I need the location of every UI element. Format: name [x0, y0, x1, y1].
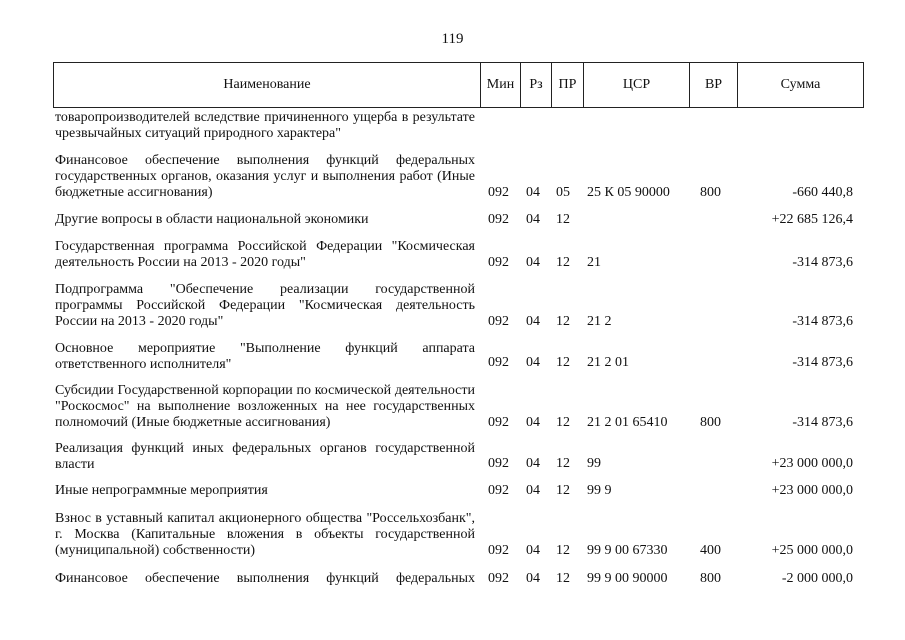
page-number: 119 — [441, 31, 464, 47]
row-min: 092 — [488, 571, 509, 586]
row-min: 092 — [488, 314, 509, 329]
row-pr: 12 — [556, 255, 570, 270]
row-sum: +23 000 000,0 — [771, 456, 853, 471]
row-rz: 04 — [526, 543, 540, 558]
row-min: 092 — [488, 355, 509, 370]
row-name: Иные непрограммные мероприятия — [55, 483, 268, 498]
row-csr: 99 9 00 90000 — [587, 571, 668, 586]
header-name: Наименование — [54, 63, 481, 107]
header-min: Мин — [481, 63, 521, 107]
row-sum: -660 440,8 — [792, 185, 853, 200]
header-pr: ПР — [552, 63, 584, 107]
header-csr: ЦСР — [584, 63, 690, 107]
row-min: 092 — [488, 255, 509, 270]
row-sum: +23 000 000,0 — [771, 483, 853, 498]
row-name: Государственная программа Российской Федерации "Космическая деятельность России на 2013 - 2020 годы" — [55, 239, 475, 270]
row-name: Другие вопросы в области национальной экономики — [55, 212, 369, 227]
row-sum: -314 873,6 — [792, 255, 853, 270]
header-vr: ВР — [690, 63, 738, 107]
table-header — [53, 62, 864, 108]
row-name: Субсидии Государственной корпорации по космической деятельности "Роскосмос" на выполнение возложенных на нее государственных полномочий (Иные бюджетные ассигнования) — [55, 383, 475, 430]
row-min: 092 — [488, 483, 509, 498]
row-min: 092 — [488, 415, 509, 430]
row-pr: 12 — [556, 212, 570, 227]
row-sum: -314 873,6 — [792, 415, 853, 430]
row-sum: -314 873,6 — [792, 355, 853, 370]
row-vr: 800 — [700, 185, 721, 200]
row-name: Подпрограмма "Обеспечение реализации государственной программы Российской Федерации "Космическая деятельность России на 2013 - 2020 годы" — [55, 282, 475, 329]
row-csr: 99 9 00 67330 — [587, 543, 668, 558]
row-rz: 04 — [526, 185, 540, 200]
row-sum: +22 685 126,4 — [771, 212, 853, 227]
row-pr: 12 — [556, 355, 570, 370]
row-rz: 04 — [526, 314, 540, 329]
row-csr: 21 2 01 65410 — [587, 415, 668, 430]
row-pr: 12 — [556, 314, 570, 329]
row-rz: 04 — [526, 456, 540, 471]
row-min: 092 — [488, 456, 509, 471]
row-vr: 800 — [700, 571, 721, 586]
header-rz: Рз — [521, 63, 552, 107]
row-rz: 04 — [526, 415, 540, 430]
row-name: Реализация функций иных федеральных органов государственной власти — [55, 441, 475, 472]
row-rz: 04 — [526, 255, 540, 270]
row-sum: -314 873,6 — [792, 314, 853, 329]
row-csr: 21 — [587, 255, 601, 270]
row-name: Взнос в уставный капитал акционерного общества "Россельхозбанк", г. Москва (Капитальные вложения в объекты государственной (муниципальной) собственности) — [55, 511, 475, 558]
row-pr: 12 — [556, 415, 570, 430]
row-min: 092 — [488, 185, 509, 200]
row-pr: 12 — [556, 456, 570, 471]
row-sum: +25 000 000,0 — [771, 543, 853, 558]
row-sum: -2 000 000,0 — [781, 571, 853, 586]
row-vr: 400 — [700, 543, 721, 558]
row-csr: 99 — [587, 456, 601, 471]
row-rz: 04 — [526, 571, 540, 586]
row-pr: 12 — [556, 571, 570, 586]
row-name: Основное мероприятие "Выполнение функций аппарата ответственного исполнителя" — [55, 341, 475, 372]
row-pr: 12 — [556, 543, 570, 558]
row-rz: 04 — [526, 355, 540, 370]
row-vr: 800 — [700, 415, 721, 430]
row-csr: 21 2 — [587, 314, 612, 329]
header-sum: Сумма — [780, 77, 821, 92]
row-csr: 99 9 — [587, 483, 612, 498]
row-pr: 05 — [556, 185, 570, 200]
row-name: Финансовое обеспечение выполнения функций федеральных государственных органов, оказания услуг и выполнения работ (Иные бюджетные ассигнования) — [55, 153, 475, 200]
row-min: 092 — [488, 212, 509, 227]
row-csr: 25 К 05 90000 — [587, 185, 670, 200]
row-min: 092 — [488, 543, 509, 558]
row-rz: 04 — [526, 212, 540, 227]
row-name: товаропроизводителей вследствие причиненного ущерба в результате чрезвычайных ситуаций природного характера" — [55, 110, 475, 141]
row-pr: 12 — [556, 483, 570, 498]
row-csr: 21 2 01 — [587, 355, 629, 370]
row-name: Финансовое обеспечение выполнения функций федеральных — [55, 571, 475, 586]
row-rz: 04 — [526, 483, 540, 498]
